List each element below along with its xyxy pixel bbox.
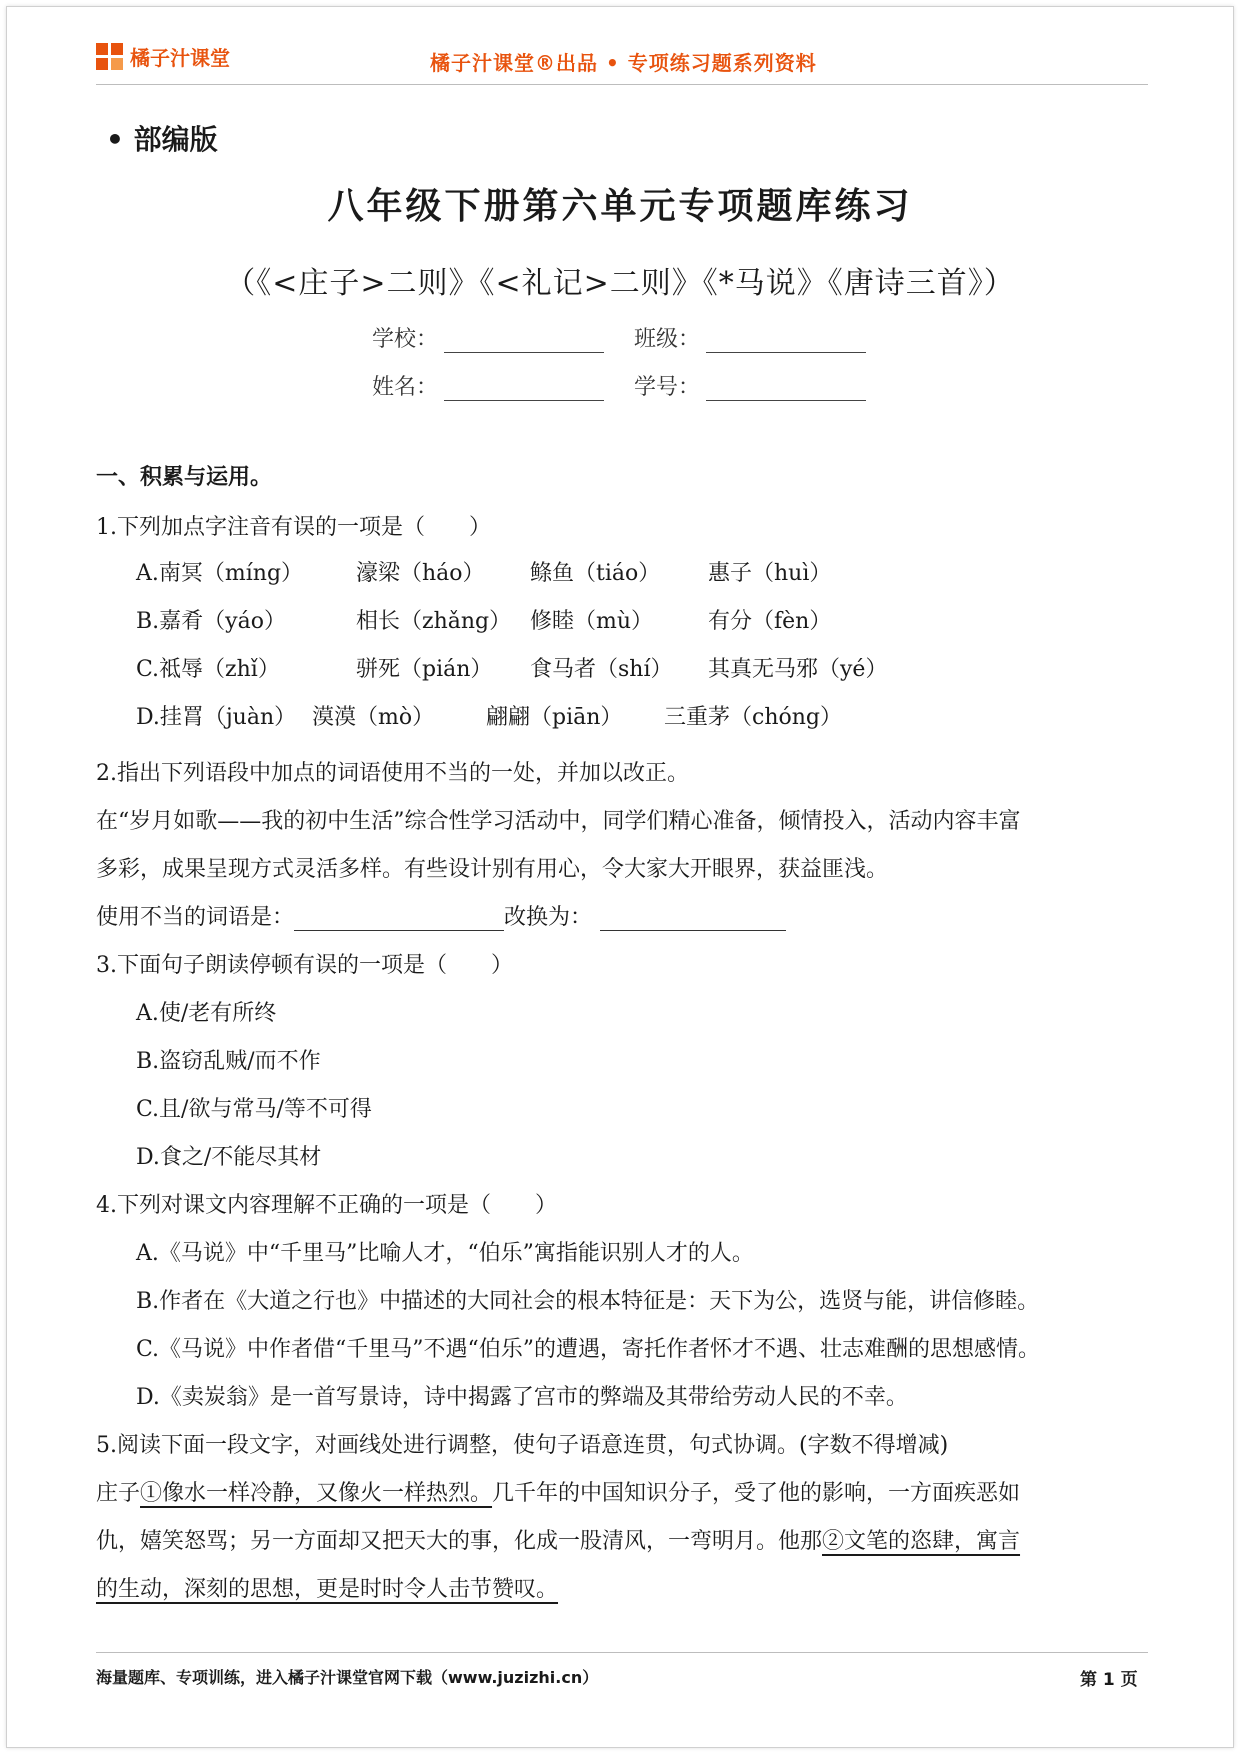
q3-option-b: B.盗窃乱贼/而不作 [136,1049,321,1074]
class-label: 班级： [634,327,701,352]
q5-line2-start: 仇，嬉笑怒骂；另一方面却又把天大的事，化成一股清风，一弯明月。他那 [96,1529,823,1554]
q1-option-b-1: B.嘉肴（yáo） [136,609,286,634]
q2-paragraph-line-2: 多彩，成果呈现方式灵活多样。有些设计别有用心，令大家大开眼界，获益匪浅。 [96,857,889,882]
q3-option-d: D.食之/不能尽其材 [136,1145,322,1170]
q1-option-b-4: 有分（fèn） [708,609,832,634]
question-3-stem: 3.下面句子朗读停顿有误的一项是（ ） [96,953,513,978]
page-subtitle: （《<庄子>二则》《<礼记>二则》《*马说》《唐诗三首》） [225,266,1015,301]
q2-wrong-label: 使用不当的词语是： [96,905,295,930]
q3-option-a: A.使/老有所终 [136,1001,277,1026]
q5-underline-2a: ②文笔的恣肆，寓言 [822,1529,1021,1554]
q4-option-a: A.《马说》中“千里马”比喻人才，“伯乐”寓指能识别人才的人。 [136,1241,754,1266]
school-field[interactable] [372,322,604,353]
q2-change-blank[interactable] [600,908,786,931]
school-label: 学校： [372,327,439,352]
q1-option-c-3: 食马者（shí） [530,657,673,682]
q4-option-b: B.作者在《大道之行也》中描述的大同社会的根本特征是：天下为公，选贤与能，讲信修睦。 [136,1289,1040,1314]
q2-wrong-blank[interactable] [294,908,504,931]
q1-option-a-2: 濠梁（háo） [356,561,485,586]
question-4-stem: 4.下列对课文内容理解不正确的一项是（ ） [96,1193,557,1218]
q2-change-label: 改换为： [504,905,593,930]
student-no-label: 学号： [634,375,701,400]
brand-logo [96,42,230,71]
q5-passage-line-1 [96,1476,1020,1507]
q3-option-c: C.且/欲与常马/等不可得 [136,1097,372,1122]
q1-option-d-1: D.挂罥（juàn） [136,705,297,730]
name-label: 姓名： [372,375,439,400]
q1-option-d-4: 三重茅（chóng） [664,705,842,730]
q4-option-d: D.《卖炭翁》是一首写景诗，诗中揭露了宫市的弊端及其带给劳动人民的不幸。 [136,1385,908,1410]
header-divider [96,84,1148,85]
student-no-blank[interactable] [706,376,866,401]
q1-option-b-3: 修睦（mù） [530,609,654,634]
q5-line1-end: 几千年的中国知识分子，受了他的影响，一方面疾恶如 [492,1481,1021,1506]
page-number: 第 1 页 [1080,1670,1138,1690]
q2-answer-row [96,900,786,931]
q1-option-c-4: 其真无马邪（yé） [708,657,888,682]
name-field[interactable] [372,370,604,401]
q1-option-d-2: 漠漠（mò） [312,705,435,730]
q1-option-a-1: A.南冥（míng） [136,561,304,586]
brand-name: 橘子汁课堂 [130,46,230,70]
q2-paragraph-line-1: 在“岁月如歌——我的初中生活”综合性学习活动中，同学们精心准备，倾情投入，活动内容丰富 [96,809,1021,834]
footer-note: 海量题库、专项训练，进入橘子汁课堂官网下载（www.juzizhi.cn） [96,1668,599,1687]
q1-option-c-2: 骈死（pián） [356,657,493,682]
name-blank[interactable] [444,376,604,401]
question-1-stem: 1.下列加点字注音有误的一项是（ ） [96,515,491,540]
q5-line1-start: 庄子 [96,1481,141,1506]
school-blank[interactable] [444,328,604,353]
class-blank[interactable] [706,328,866,353]
question-5-stem: 5.阅读下面一段文字，对画线处进行调整，使句子语意连贯，句式协调。(字数不得增减) [96,1433,949,1458]
q5-passage-line-3 [96,1572,558,1603]
edition-label: • 部编版 [106,123,218,156]
student-no-field[interactable] [634,370,866,401]
q1-option-d-3: 翩翩（piān） [486,705,623,730]
logo-squares-icon [96,43,124,71]
q1-option-a-4: 惠子（huì） [708,561,832,586]
q5-underline-1: ①像水一样冷静，又像火一样热烈。 [140,1481,493,1506]
section-title: 一、积累与运用。 [96,464,273,490]
q5-passage-line-2 [96,1524,1020,1555]
page-title: 八年级下册第六单元专项题库练习 [327,185,913,227]
footer-divider [96,1652,1148,1653]
question-2-stem: 2.指出下列语段中加点的词语使用不当的一处，并加以改正。 [96,761,689,786]
class-field[interactable] [634,322,866,353]
q1-option-a-3: 鲦鱼（tiáo） [530,561,661,586]
header-slogan: 橘子汁课堂®出品 • 专项练习题系列资料 [430,51,817,75]
q1-option-b-2: 相长（zhǎng） [356,609,512,634]
q5-underline-2b: 的生动，深刻的思想，更是时时令人击节赞叹。 [96,1577,559,1602]
q1-option-c-1: C.祗辱（zhǐ） [136,657,280,682]
q4-option-c: C.《马说》中作者借“千里马”不遇“伯乐”的遭遇，寄托作者怀才不遇、壮志难酬的思想感情。 [136,1337,1041,1362]
